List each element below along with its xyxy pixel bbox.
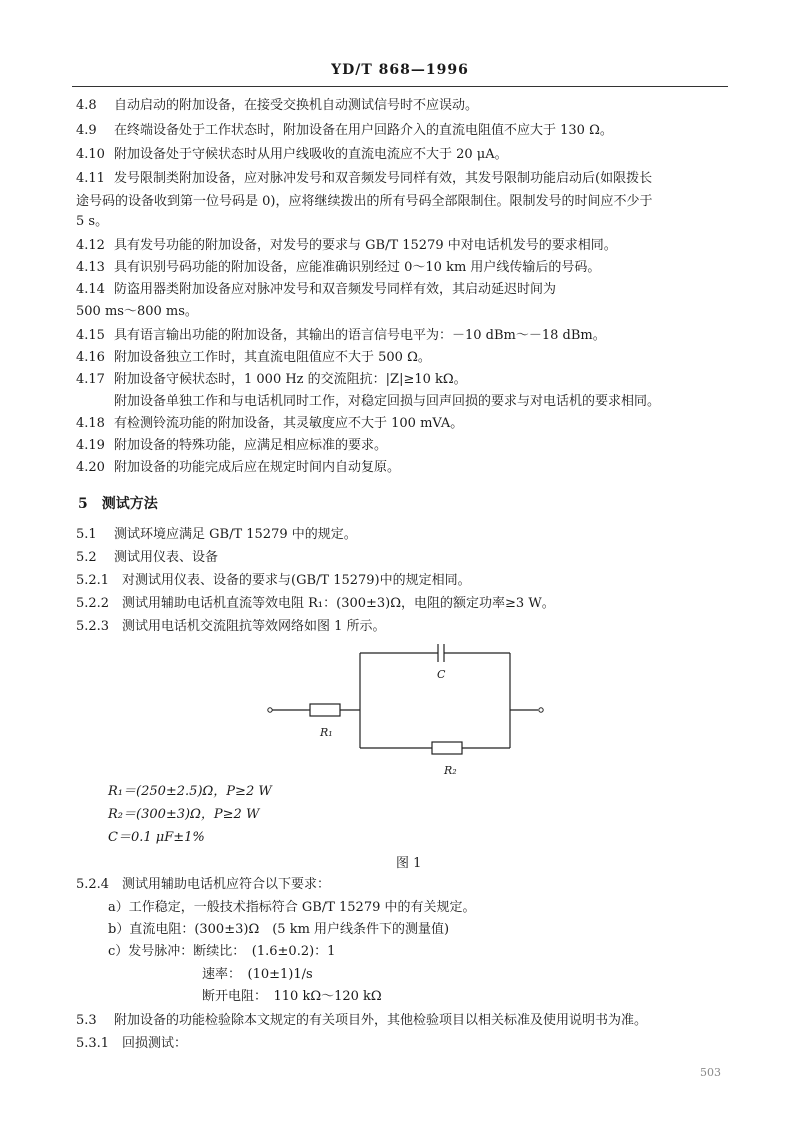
clause-5-3-1: 5.3.1 回损测试： bbox=[76, 1036, 188, 1051]
label-r1: R₁ bbox=[320, 726, 333, 739]
terminal-right bbox=[539, 708, 543, 712]
clause-5-3: 5.3 附加设备的功能检验除本文规定的有关项目外，其他检验项目以相关标准及使用说明书为准。 bbox=[76, 1013, 648, 1028]
clause-4-17: 4.17 附加设备守候状态时，1 000 Hz 的交流阻抗：|Z|≥10 kΩ。 bbox=[76, 372, 467, 387]
clause-4-8: 4.8 自动启动的附加设备，在接受交换机自动测试信号时不应误动。 bbox=[76, 98, 479, 113]
clause-4-11: 4.11 发号限制类附加设备，应对脉冲发号和双音频发号同样有效，其发号限制功能启动后(如限拨长 bbox=[76, 171, 653, 186]
clause-4-19: 4.19 附加设备的特殊功能，应满足相应标准的要求。 bbox=[76, 438, 388, 453]
pulse-rate: 速率： (10±1)1/s bbox=[202, 967, 313, 982]
terminal-left bbox=[268, 708, 272, 712]
spec-r1: R₁＝(250±2.5)Ω，P≥2 W bbox=[108, 784, 272, 799]
section-5-title: 5 测试方法 bbox=[78, 496, 158, 512]
clause-4-12: 4.12 具有发号功能的附加设备，对发号的要求与 GB/T 15279 中对电话机发号的要求相同。 bbox=[76, 238, 617, 253]
clause-4-11-cont-2: 5 s。 bbox=[76, 214, 109, 229]
document-header: YD/T 868—1996 bbox=[331, 62, 469, 78]
page-number: 503 bbox=[700, 1066, 721, 1079]
label-r2: R₂ bbox=[444, 764, 457, 777]
clause-4-18: 4.18 有检测铃流功能的附加设备，其灵敏度应不大于 100 mVA。 bbox=[76, 416, 464, 431]
figure-1-circuit bbox=[262, 640, 552, 780]
spec-r2: R₂＝(300±3)Ω，P≥2 W bbox=[108, 807, 260, 822]
label-c: C bbox=[437, 668, 446, 681]
clause-4-10: 4.10 附加设备处于守候状态时从用户线吸收的直流电流应不大于 20 μA。 bbox=[76, 147, 508, 162]
clause-4-11-cont-1: 途号码的设备收到第一位号码是 0)，应将继续拨出的所有号码全部限制住。限制发号的时间应不少于 bbox=[76, 194, 653, 209]
clause-4-17-cont: 附加设备单独工作和与电话机同时工作，对稳定回损与回声回损的要求与对电话机的要求相同。 bbox=[114, 394, 661, 409]
pulse-open-resistance: 断开电阻： 110 kΩ～120 kΩ bbox=[202, 989, 382, 1004]
spec-c: C＝0.1 μF±1% bbox=[108, 830, 205, 845]
clause-5-2-4-b: b）直流电阻：(300±3)Ω (5 km 用户线条件下的测量值) bbox=[108, 922, 450, 937]
resistor-r1 bbox=[310, 704, 340, 716]
clause-4-14-cont: 500 ms～800 ms。 bbox=[76, 304, 198, 319]
clause-5-2-4: 5.2.4 测试用辅助电话机应符合以下要求： bbox=[76, 877, 331, 892]
figure-1-caption: 图 1 bbox=[396, 856, 422, 871]
clause-4-16: 4.16 附加设备独立工作时，其直流电阻值应不大于 500 Ω。 bbox=[76, 350, 431, 365]
clause-5-2-1: 5.2.1 对测试用仪表、设备的要求与(GB/T 15279)中的规定相同。 bbox=[76, 573, 471, 588]
clause-4-9: 4.9 在终端设备处于工作状态时，附加设备在用户回路介入的直流电阻值不应大于 130 Ω。 bbox=[76, 123, 613, 138]
clause-5-2-4-c: c）发号脉冲：断续比： (1.6±0.2)：1 bbox=[108, 944, 336, 959]
clause-5-2-3: 5.2.3 测试用电话机交流阻抗等效网络如图 1 所示。 bbox=[76, 619, 386, 634]
clause-5-1: 5.1 测试环境应满足 GB/T 15279 中的规定。 bbox=[76, 527, 357, 542]
clause-4-13: 4.13 具有识别号码功能的附加设备，应能准确识别经过 0～10 km 用户线传输后的号码。 bbox=[76, 260, 601, 275]
resistor-r2 bbox=[432, 742, 462, 754]
clause-5-2: 5.2 测试用仪表、设备 bbox=[76, 550, 219, 565]
clause-4-14: 4.14 防盗用器类附加设备应对脉冲发号和双音频发号同样有效，其启动延迟时间为 bbox=[76, 282, 557, 297]
clause-4-20: 4.20 附加设备的功能完成后应在规定时间内自动复原。 bbox=[76, 460, 401, 475]
clause-4-15: 4.15 具有语言输出功能的附加设备，其输出的语言信号电平为：－10 dBm～－18 dBm。 bbox=[76, 328, 606, 343]
clause-5-2-2: 5.2.2 测试用辅助电话机直流等效电阻 R₁：(300±3)Ω，电阻的额定功率≥3 W。 bbox=[76, 596, 555, 611]
clause-5-2-4-a: a）工作稳定，一般技术指标符合 GB/T 15279 中的有关规定。 bbox=[108, 900, 476, 915]
header-rule bbox=[72, 86, 728, 87]
